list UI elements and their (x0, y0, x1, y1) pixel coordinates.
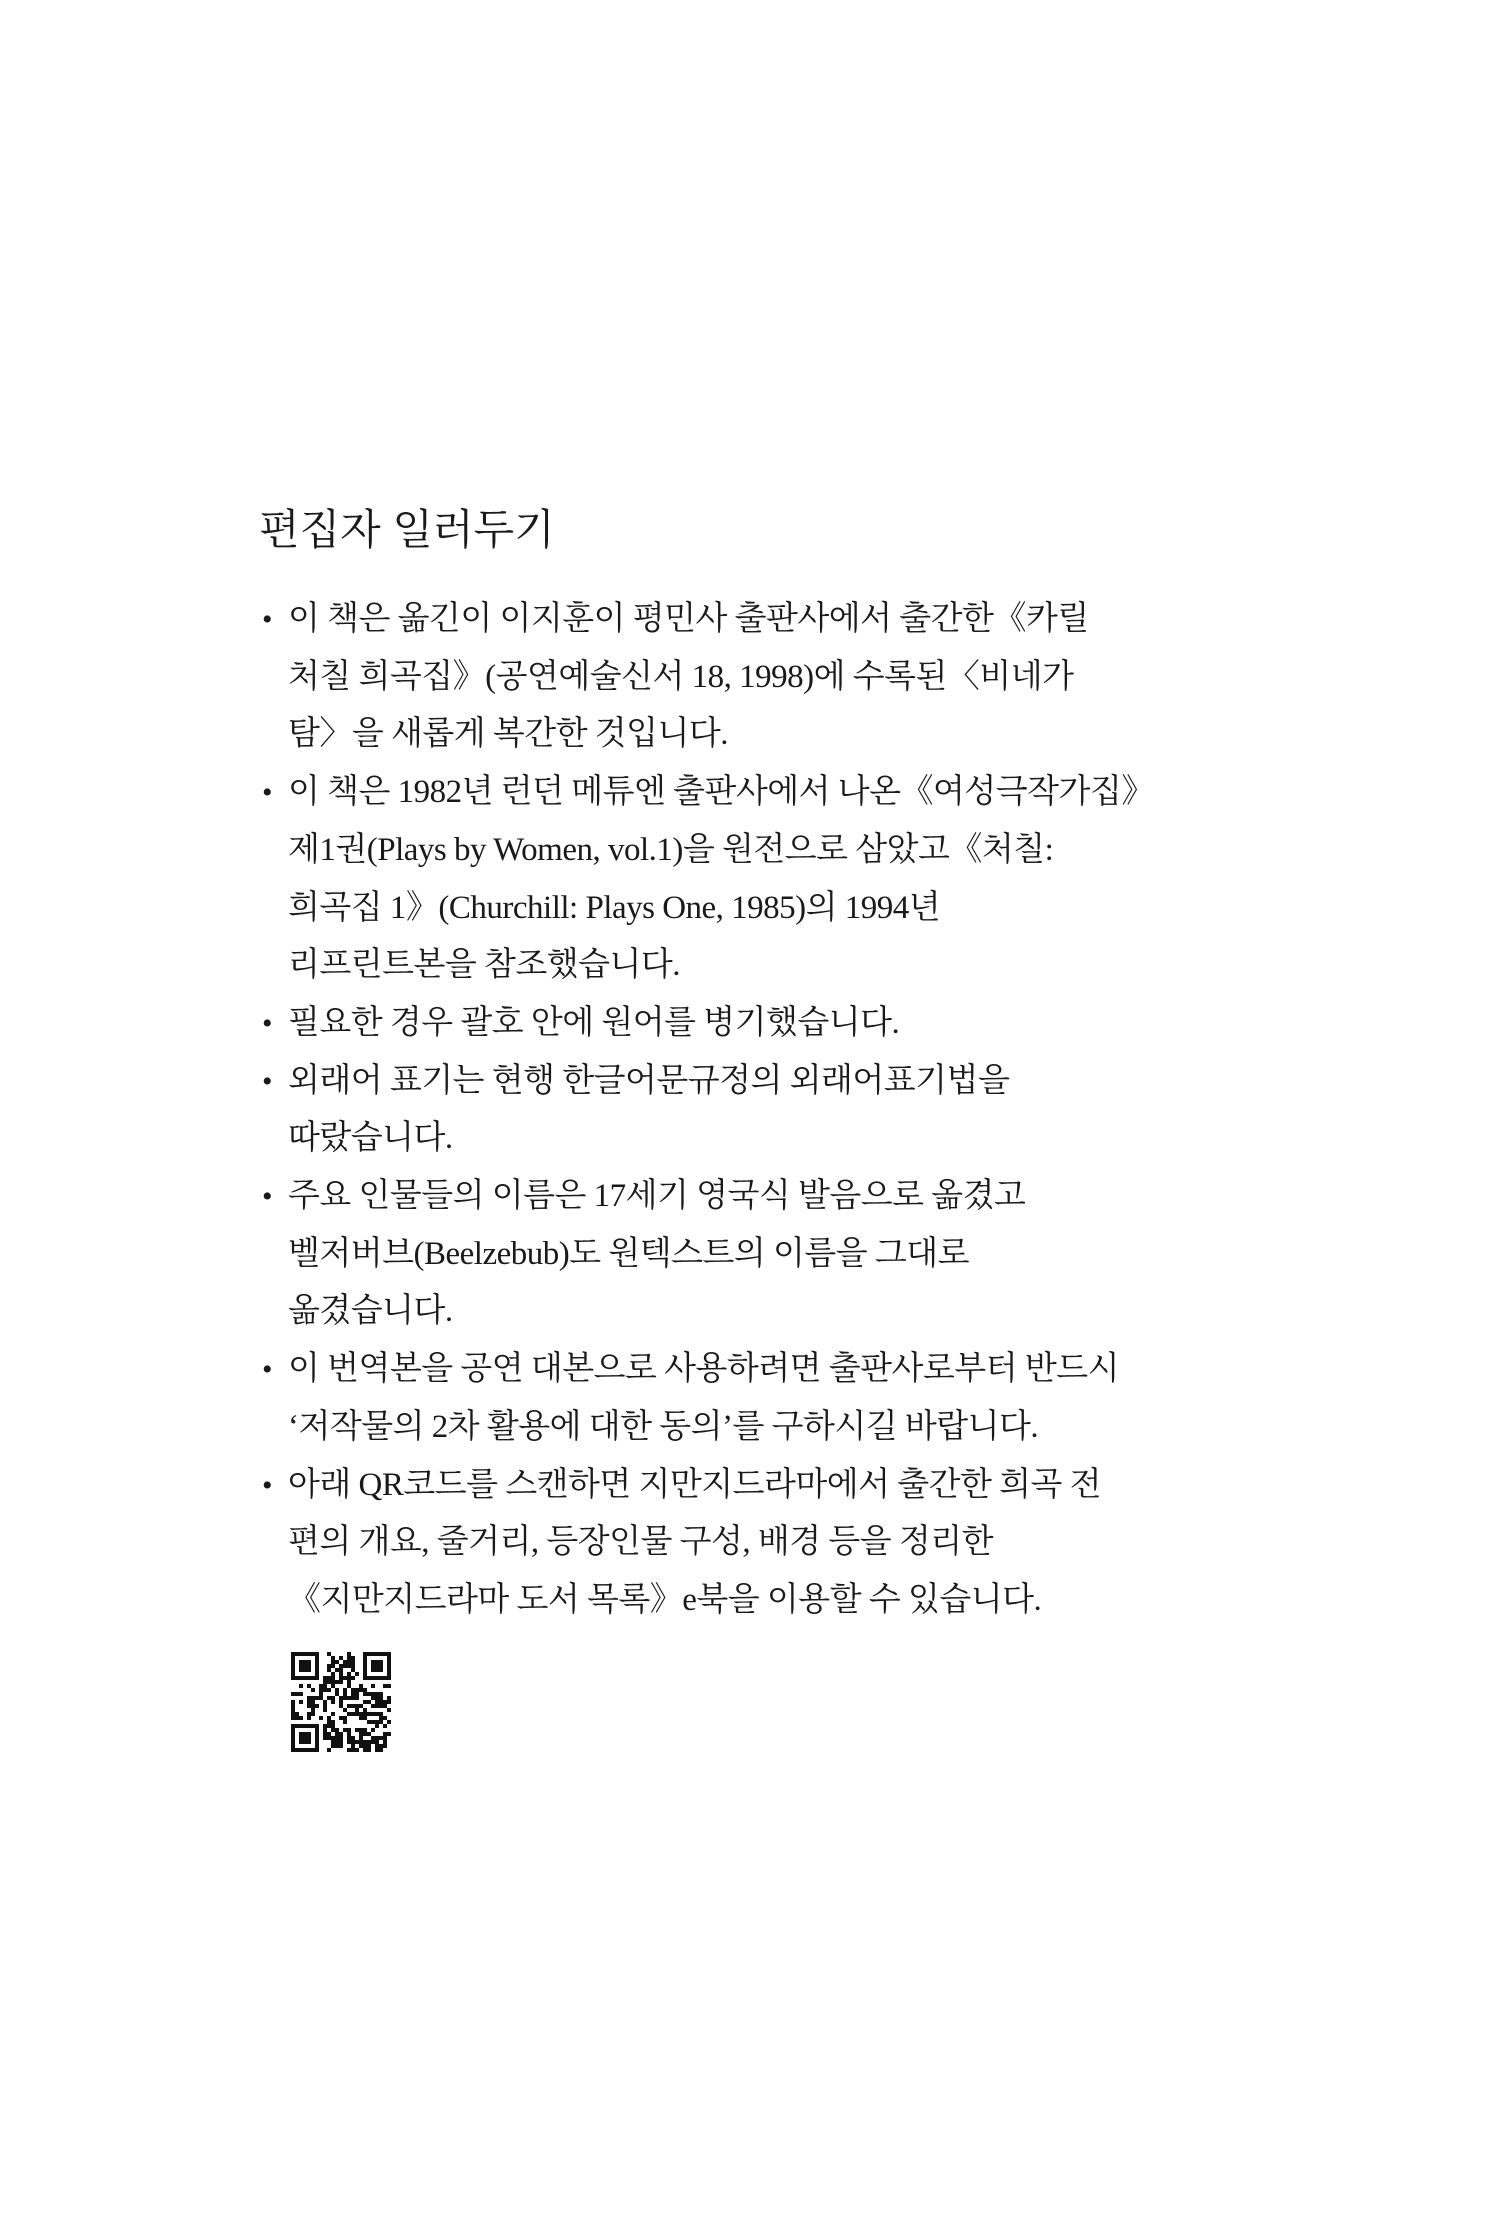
note-line: 아래 QR코드를 스캔하면 지만지드라마에서 출간한 희곡 전 (288, 1466, 1102, 1503)
note-item (262, 1053, 1262, 1168)
bullet-icon: • (262, 1180, 273, 1214)
note-line: 희곡집 1》(Churchill: Plays One, 1985)의 1994년 (288, 889, 941, 926)
note-line: 제1권(Plays by Women, vol.1)을 원전으로 삼았고《처칠: (288, 831, 1054, 868)
note-line: 이 책은 1982년 런던 메튜엔 출판사에서 나온《여성극작가집》 (288, 774, 1154, 811)
note-line: 옮겼습니다. (288, 1293, 453, 1330)
page-title: 편집자 일러두기 (259, 506, 555, 553)
bullet-icon: • (262, 603, 273, 636)
note-line: 처칠 희곡집》(공연예술신서 18, 1998)에 수록된〈비네가 (288, 658, 1074, 695)
editor-notes-list (262, 591, 1262, 1630)
note-line: 주요 인물들의 이름은 17세기 영국식 발음으로 옮겼고 (288, 1178, 1026, 1215)
bullet-icon: • (262, 776, 273, 810)
note-line: 외래어 표기는 현행 한글어문규정의 외래어표기법을 (288, 1062, 1010, 1099)
note-line: 이 책은 옮긴이 이지훈이 평민사 출판사에서 출간한《카릴 (288, 601, 1089, 637)
note-item (262, 1168, 1262, 1341)
note-line: 《지만지드라마 도서 목록》e북을 이용할 수 있습니다. (288, 1581, 1042, 1618)
note-line: 따랐습니다. (288, 1120, 453, 1157)
note-item (262, 591, 1262, 764)
note-item (262, 1341, 1262, 1456)
note-item (262, 764, 1262, 995)
note-line: 이 번역본을 공연 대본으로 사용하려면 출판사로부터 반드시 (288, 1351, 1119, 1388)
note-line: 탐〉을 새롭게 복간한 것입니다. (288, 716, 729, 753)
note-line: 리프린트본을 참조했습니다. (288, 947, 681, 984)
note-line: 필요한 경우 괄호 안에 원어를 병기했습니다. (288, 1004, 900, 1041)
note-line: ‘저작물의 2차 활용에 대한 동의’를 구하시길 바랍니다. (288, 1408, 1039, 1445)
bullet-icon: • (262, 1006, 273, 1040)
note-line: 편의 개요, 줄거리, 등장인물 구성, 배경 등을 정리한 (288, 1524, 994, 1561)
note-line: 벨저버브(Beelzebub)도 원텍스트의 이름을 그대로 (288, 1235, 970, 1272)
bullet-icon: • (262, 1468, 273, 1502)
qr-code-icon[interactable] (291, 1652, 391, 1752)
bullet-icon: • (262, 1353, 273, 1387)
note-item (262, 995, 1262, 1053)
note-item (262, 1457, 1262, 1630)
bullet-icon: • (262, 1064, 273, 1098)
